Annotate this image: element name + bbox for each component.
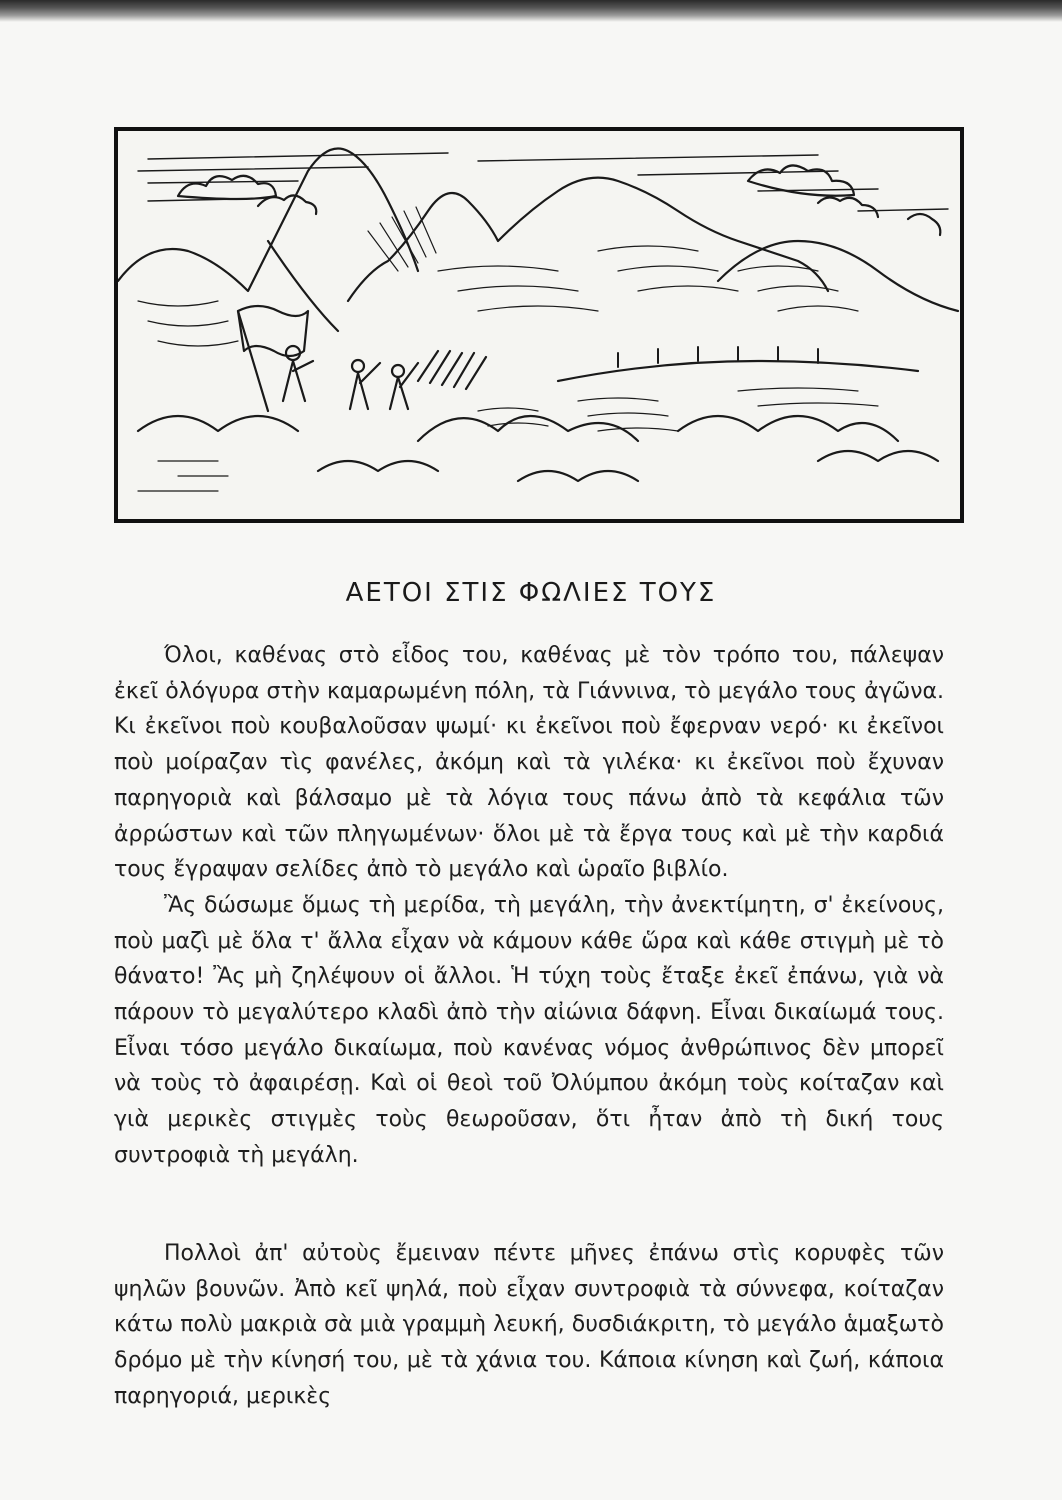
mountain-ridge bbox=[348, 178, 828, 301]
paragraph-1: Όλοι, καθένας στὸ εἶδος του, καθένας μὲ τὸν τρόπο του, πάλεψαν ἐκεῖ ὁλόγυρα στὴν καμαρωμένη πόλη, τὰ Γιάννινα, τὸ μεγάλο τους ἀγῶνα. Κι ἐκεῖνοι ποὺ κουβαλοῦσαν ψωμί· κι ἐκεῖνοι ποὺ ἔφερναν νερό· κι ἐκεῖνοι ποὺ μοίραζαν τὶς φανέλες, ἀκόμη καὶ τὰ γιλέκα· κι ἐκεῖνοι ποὺ ἔχυναν παρηγοριὰ καὶ βάλσαμο μὲ τὰ λόγια τους πάνω ἀπὸ τὰ κεφάλια τῶν ἀρρώστων καὶ τῶν πληγωμένων· ὅλοι μὲ τὰ ἔργα τους καὶ μὲ τὴν καρδιά τους ἔγραψαν σελίδες ἀπὸ τὸ μεγάλο καὶ ὡραῖο βιβλίο. bbox=[114, 643, 944, 883]
body-text-block-2 bbox=[114, 1236, 944, 1415]
cloud-right-3 bbox=[908, 214, 940, 235]
foreground-bushes bbox=[138, 416, 938, 481]
body-text-block-1 bbox=[114, 638, 944, 1174]
paragraph-2: Ἂς δώσωμε ὅμως τὴ μερίδα, τὴ μεγάλη, τὴν ἀνεκτίμητη, σ' ἐκείνους, ποὺ μαζὶ μὲ ὅλα τ' ἄλλα εἶχαν νὰ κάμουν κάθε ὥρα καὶ κάθε στιγμὴ μὲ τὸ θάνατο! Ἂς μὴ ζηλέψουν οἱ ἄλλοι. Ἡ τύχη τοὺς ἔταξε ἐκεῖ ἐπάνω, γιὰ νὰ πάρουν τὸ μεγαλύτερο κλαδὶ ἀπὸ τὴν αἰώνια δάφνη. Εἶναι δικαίωμά τους. Εἶναι τόσο μεγάλο δικαίωμα, ποὺ κανένας νόμος ἀνθρώπινος δὲν μπορεῖ νὰ τοὺς τὸ ἀφαιρέσῃ. Καὶ οἱ θεοὶ τοῦ Ὀλύμπου ἀκόμη τοὺς κοίταζαν καὶ γιὰ μερικὲς στιγμὲς τοὺς θεωροῦσαν, ὅτι ἦταν ἀπὸ τὴ δική τους συντροφιὰ τὴ μεγάλη. bbox=[114, 892, 944, 1168]
cloud-right-2 bbox=[818, 197, 878, 217]
flag-pole bbox=[238, 311, 268, 411]
page-top-edge bbox=[0, 0, 1062, 22]
cloud-left bbox=[178, 176, 276, 199]
soldiers bbox=[283, 346, 486, 409]
mountain-slope bbox=[268, 241, 338, 331]
mountain-right bbox=[718, 241, 958, 311]
mountain-battle-illustration bbox=[114, 127, 964, 523]
road-line bbox=[558, 361, 918, 381]
chapter-title: ΑΕΤΟΙ ΣΤΙΣ ΦΩΛΙΕΣ ΤΟΥΣ bbox=[345, 578, 717, 608]
ground-hatching bbox=[138, 388, 878, 491]
mountain-hatching bbox=[138, 207, 858, 346]
paragraph-3: Πολλοὶ ἀπ' αὐτοὺς ἔμειναν πέντε μῆνες ἐπάνω στὶς κορυφὲς τῶν ψηλῶν βουνῶν. Ἀπὸ κεῖ ψηλά, ποὺ εἶχαν συντροφιὰ τὰ σύννεφα, κοίταζαν κάτω πολὺ μακριὰ σὰ μιὰ γραμμὴ λευκή, δυσδιάκριτη, τὸ μεγάλο ἁμαξωτὸ δρόμο μὲ τὴν κίνησή του, μὲ τὰ χάνια του. Κάποια κίνηση καὶ ζωή, κάποια παρηγοριά, μερικὲς bbox=[114, 1241, 944, 1409]
illustration-drawing bbox=[118, 131, 960, 519]
road-posts bbox=[618, 347, 818, 367]
